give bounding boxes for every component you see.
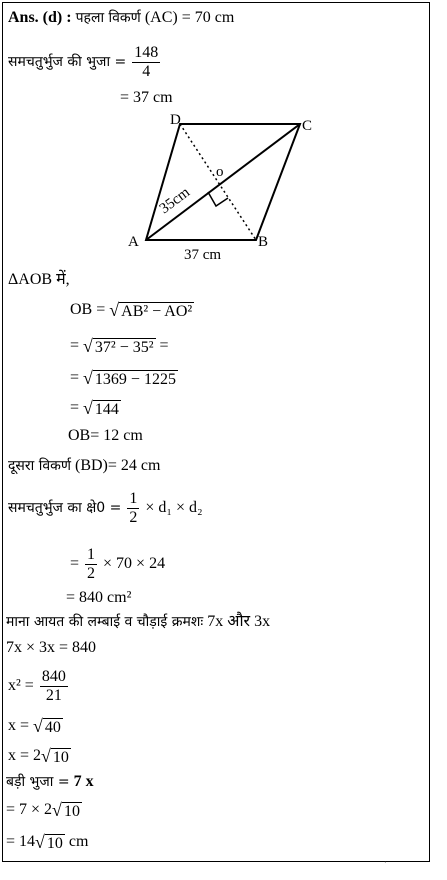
sqrt-x: √ 40 <box>33 716 61 736</box>
sqrt-x-result-content: 10 <box>52 749 69 766</box>
rect-value: 7x और 3x <box>207 613 271 630</box>
area-calc-num: 1 <box>87 546 96 563</box>
x-squared-fraction <box>40 668 68 705</box>
rect-equation: 7x × 3x = 840 <box>6 639 97 656</box>
vertex-a: A <box>128 234 139 250</box>
big-side-value: 7 x <box>73 773 94 790</box>
final-unit: cm <box>68 833 89 851</box>
sqrt-x-result: √ 10 <box>41 746 69 766</box>
x-sqrt-line <box>8 716 63 737</box>
ob-lhs: OB = <box>70 301 106 319</box>
first-diagonal-label: पहला विकर्ण <box>75 10 141 26</box>
rect-label: माना आयत की लम्बाई व चौड़ाई क्रमशः <box>6 614 204 630</box>
area-calc <box>70 546 165 583</box>
side-fraction-den: 4 <box>142 63 151 80</box>
vertex-b: B <box>258 234 269 250</box>
x-sqrt-lhs: x = <box>8 717 30 735</box>
big-side-calc <box>6 800 82 821</box>
sqrt-4-content: 144 <box>94 401 119 418</box>
x-result-lhs: x = 2 <box>8 747 42 765</box>
big-side-label: बड़ी भुजा = <box>6 774 70 790</box>
area-half-num: 1 <box>129 490 138 507</box>
ob-step-4 <box>70 398 121 419</box>
sqrt-2-content: 37² − 35² <box>94 339 154 356</box>
side-fraction-num: 148 <box>134 44 159 61</box>
area-calc-eq: = <box>70 555 80 573</box>
ob-step-2-eq: = <box>70 337 80 355</box>
x-squared-den: 21 <box>45 687 62 704</box>
vertex-o: o <box>216 164 224 180</box>
area-result: = 840 cm² <box>66 589 132 606</box>
ob-step-1 <box>70 300 194 321</box>
vertex-d: D <box>170 112 181 128</box>
triangle-label: ΔAOB में, <box>8 271 70 288</box>
sqrt-x-content: 40 <box>44 719 61 736</box>
area-label: समचतुर्भुज का क्षे0 = <box>8 500 122 517</box>
label-ab: 37 cm <box>184 247 222 263</box>
rhombus-figure <box>120 110 320 265</box>
ob-step-3-eq: = <box>70 369 80 387</box>
rect-line <box>6 612 270 632</box>
sqrt-3: √ 1369 − 1225 <box>83 368 176 388</box>
first-diagonal-value: (AC) = 70 cm <box>144 9 235 26</box>
side-result: = 37 cm <box>120 89 173 106</box>
sqrt-calc: √ 10 <box>52 800 80 820</box>
big-side-line <box>6 772 94 792</box>
side-label: समचतुर्भुज की भुजा = <box>8 54 127 71</box>
bd-value: (BD)= 24 cm <box>74 457 161 474</box>
sqrt-1-content: AB² − AO² <box>121 303 193 320</box>
ob-step-4-eq: = <box>70 399 80 417</box>
x-squared-num: 840 <box>41 668 66 685</box>
sqrt-4: √ 144 <box>83 398 119 418</box>
diagonal-ac <box>146 124 300 240</box>
sqrt-3-content: 1369 − 1225 <box>94 371 176 388</box>
side-fraction <box>132 44 160 81</box>
sqrt-calc-content: 10 <box>63 803 80 820</box>
ob-result: OB= 12 cm <box>68 427 143 444</box>
final-lhs: = 14 <box>6 833 36 851</box>
sqrt-1: √ AB² − AO² <box>109 300 193 320</box>
answer-line <box>8 8 234 28</box>
final-answer <box>6 832 88 853</box>
x-squared-lhs: x² = <box>8 677 34 695</box>
area-formula <box>8 490 203 527</box>
area-formula-tail: × d₁ × d₂ <box>145 499 203 517</box>
area-half-fraction <box>127 490 139 527</box>
x-result-line <box>8 746 71 767</box>
sqrt-final-content: 10 <box>46 835 63 852</box>
right-angle-mark <box>208 192 228 206</box>
bd-label: दूसरा विकर्ण <box>8 458 71 474</box>
area-half-den: 2 <box>129 509 138 526</box>
x-squared-line <box>8 668 70 705</box>
ob-step-2-tail: = <box>159 337 169 355</box>
side-line <box>8 44 162 81</box>
sqrt-2: √ 37² − 35² <box>83 336 154 356</box>
diagonal-bd <box>180 124 256 240</box>
footer-mark: · <box>384 858 387 867</box>
area-calc-den: 2 <box>87 565 96 582</box>
ob-step-3 <box>70 368 178 389</box>
sqrt-final: √ 10 <box>35 832 63 852</box>
big-side-calc-lhs: = 7 × 2 <box>6 801 53 819</box>
bd-line <box>8 456 160 476</box>
area-calc-tail: × 70 × 24 <box>103 555 166 573</box>
answer-label: Ans. (d) : <box>8 9 72 26</box>
label-ao: 35cm <box>156 184 194 218</box>
vertex-c: C <box>302 118 313 134</box>
area-calc-fraction <box>85 546 97 583</box>
ob-step-2 <box>70 336 169 357</box>
